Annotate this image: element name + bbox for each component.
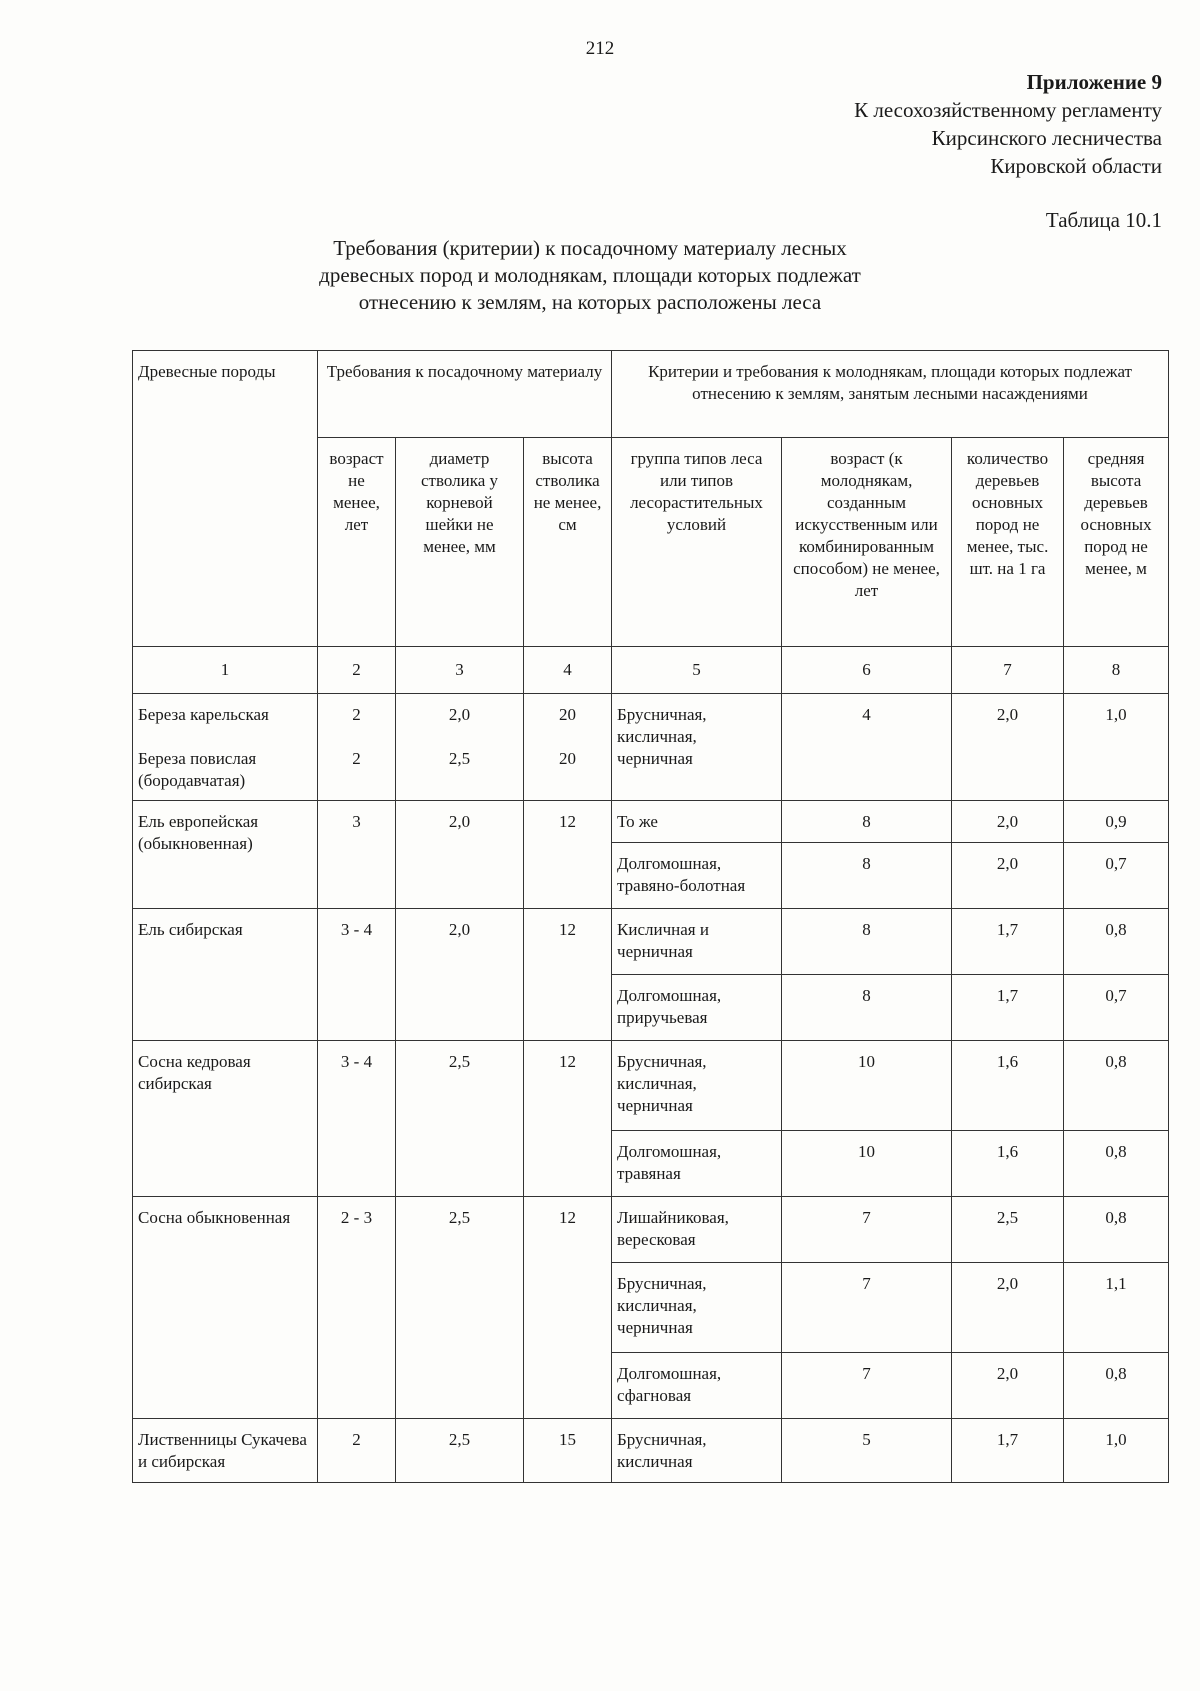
column-number: 5 xyxy=(612,647,782,694)
page-number: 212 xyxy=(585,38,615,59)
species-cell: Береза карельская xyxy=(133,694,318,738)
species-cell: Лиственницы Сукачева и сибирская xyxy=(133,1418,318,1482)
young-age-cell: 8 xyxy=(782,800,952,842)
age-cell: 2 xyxy=(318,694,396,738)
young-age-cell: 8 xyxy=(782,908,952,974)
count-cell: 1,7 xyxy=(952,1418,1064,1482)
header-age: возраст не менее, лет xyxy=(318,438,396,647)
avg-height-cell: 0,8 xyxy=(1064,908,1169,974)
column-number: 4 xyxy=(524,647,612,694)
column-number: 8 xyxy=(1064,647,1169,694)
forest-type-cell: Брусничная, кисличная, черничная xyxy=(612,1262,782,1352)
appendix-line: Кировской области xyxy=(990,154,1162,178)
forest-type-cell: Брусничная, кисличная xyxy=(612,1418,782,1482)
diameter-cell: 2,0 xyxy=(396,800,524,908)
species-cell: Ель европейская (обыкновенная) xyxy=(133,800,318,908)
count-cell: 1,7 xyxy=(952,908,1064,974)
table-row xyxy=(133,1040,1169,1130)
height-cell: 12 xyxy=(524,1196,612,1418)
forest-type-cell: Долгомошная, травяная xyxy=(612,1130,782,1196)
header-height: высота стволика не менее, см xyxy=(524,438,612,647)
header-forest-type: группа типов леса или типов лесорастительных условий xyxy=(612,438,782,647)
table-row xyxy=(133,1418,1169,1482)
diameter-cell: 2,5 xyxy=(396,1196,524,1418)
species-cell: Береза повислая (бородавчатая) xyxy=(133,738,318,801)
age-cell: 2 - 3 xyxy=(318,1196,396,1418)
header-tree-count: количество деревьев основных пород не менее, тыс. шт. на 1 га xyxy=(952,438,1064,647)
header-young-group: Критерии и требования к молоднякам, площади которых подлежат отнесению к землям, занятым лесными насаждениями xyxy=(612,351,1169,438)
column-number: 2 xyxy=(318,647,396,694)
height-cell: 12 xyxy=(524,908,612,1040)
header-planting-group: Требования к посадочному материалу xyxy=(318,351,612,438)
height-cell: 15 xyxy=(524,1418,612,1482)
avg-height-cell: 1,0 xyxy=(1064,1418,1169,1482)
age-cell: 3 - 4 xyxy=(318,1040,396,1196)
species-cell: Ель сибирская xyxy=(133,908,318,1040)
young-age-cell: 4 xyxy=(782,694,952,801)
avg-height-cell: 0,8 xyxy=(1064,1040,1169,1130)
table-row xyxy=(133,800,1169,842)
species-cell: Сосна кедровая сибирская xyxy=(133,1040,318,1196)
young-age-cell: 5 xyxy=(782,1418,952,1482)
forest-type-cell: То же xyxy=(612,800,782,842)
header-avg-height: средняя высота деревьев основных пород не менее, м xyxy=(1064,438,1169,647)
count-cell: 1,7 xyxy=(952,974,1064,1040)
forest-type-cell: Долгомошная, травяно-болотная xyxy=(612,842,782,908)
count-cell: 2,0 xyxy=(952,800,1064,842)
avg-height-cell: 0,8 xyxy=(1064,1352,1169,1418)
age-cell: 2 xyxy=(318,1418,396,1482)
avg-height-cell: 1,1 xyxy=(1064,1262,1169,1352)
age-cell: 2 xyxy=(318,738,396,801)
forest-type-cell: Брусничная, кисличная, черничная xyxy=(612,694,782,801)
avg-height-cell: 0,9 xyxy=(1064,800,1169,842)
young-age-cell: 10 xyxy=(782,1130,952,1196)
diameter-cell: 2,5 xyxy=(396,1418,524,1482)
appendix-title: Приложение 9 xyxy=(1026,70,1162,94)
height-cell: 20 xyxy=(524,738,612,801)
header-row xyxy=(133,351,1169,438)
table-row xyxy=(133,694,1169,738)
header-diameter: диаметр стволика у корневой шейки не менее, мм xyxy=(396,438,524,647)
forest-type-cell: Брусничная, кисличная, черничная xyxy=(612,1040,782,1130)
young-age-cell: 7 xyxy=(782,1352,952,1418)
diameter-cell: 2,5 xyxy=(396,1040,524,1196)
young-age-cell: 7 xyxy=(782,1262,952,1352)
forest-type-cell: Лишайниковая, вересковая xyxy=(612,1196,782,1262)
young-age-cell: 10 xyxy=(782,1040,952,1130)
height-cell: 12 xyxy=(524,800,612,908)
avg-height-cell: 0,7 xyxy=(1064,974,1169,1040)
avg-height-cell: 0,8 xyxy=(1064,1196,1169,1262)
column-number-row xyxy=(133,647,1169,694)
young-age-cell: 7 xyxy=(782,1196,952,1262)
column-number: 3 xyxy=(396,647,524,694)
forest-type-cell: Кисличная и черничная xyxy=(612,908,782,974)
diameter-cell: 2,0 xyxy=(396,694,524,738)
count-cell: 1,6 xyxy=(952,1040,1064,1130)
table-title: Требования (критерии) к посадочному материалу лесных древесных пород и молоднякам, площади которых подлежат отнесению к землям, на которых расположены леса xyxy=(319,236,861,314)
count-cell: 2,5 xyxy=(952,1196,1064,1262)
young-age-cell: 8 xyxy=(782,974,952,1040)
young-age-cell: 8 xyxy=(782,842,952,908)
column-number: 7 xyxy=(952,647,1064,694)
avg-height-cell: 0,8 xyxy=(1064,1130,1169,1196)
avg-height-cell: 0,7 xyxy=(1064,842,1169,908)
age-cell: 3 - 4 xyxy=(318,908,396,1040)
count-cell: 2,0 xyxy=(952,1262,1064,1352)
count-cell: 1,6 xyxy=(952,1130,1064,1196)
table-row xyxy=(133,1196,1169,1262)
age-cell: 3 xyxy=(318,800,396,908)
header-young-age: возраст (к молоднякам, созданным искусственным или комбинированным способом) не менее, лет xyxy=(782,438,952,647)
appendix-block xyxy=(854,68,1162,180)
table-row xyxy=(133,908,1169,974)
count-cell: 2,0 xyxy=(952,694,1064,801)
species-cell: Сосна обыкновенная xyxy=(133,1196,318,1418)
header-species: Древесные породы xyxy=(133,351,318,647)
forest-type-cell: Долгомошная, приручьевая xyxy=(612,974,782,1040)
avg-height-cell: 1,0 xyxy=(1064,694,1169,801)
count-cell: 2,0 xyxy=(952,1352,1064,1418)
diameter-cell: 2,0 xyxy=(396,908,524,1040)
height-cell: 12 xyxy=(524,1040,612,1196)
table-label: Таблица 10.1 xyxy=(1045,208,1162,232)
forest-type-cell: Долгомошная, сфагновая xyxy=(612,1352,782,1418)
count-cell: 2,0 xyxy=(952,842,1064,908)
requirements-table xyxy=(132,350,1169,1483)
appendix-line: К лесохозяйственному регламенту xyxy=(854,98,1162,122)
column-number: 6 xyxy=(782,647,952,694)
appendix-line: Кирсинского лесничества xyxy=(931,126,1162,150)
diameter-cell: 2,5 xyxy=(396,738,524,801)
height-cell: 20 xyxy=(524,694,612,738)
column-number: 1 xyxy=(133,647,318,694)
